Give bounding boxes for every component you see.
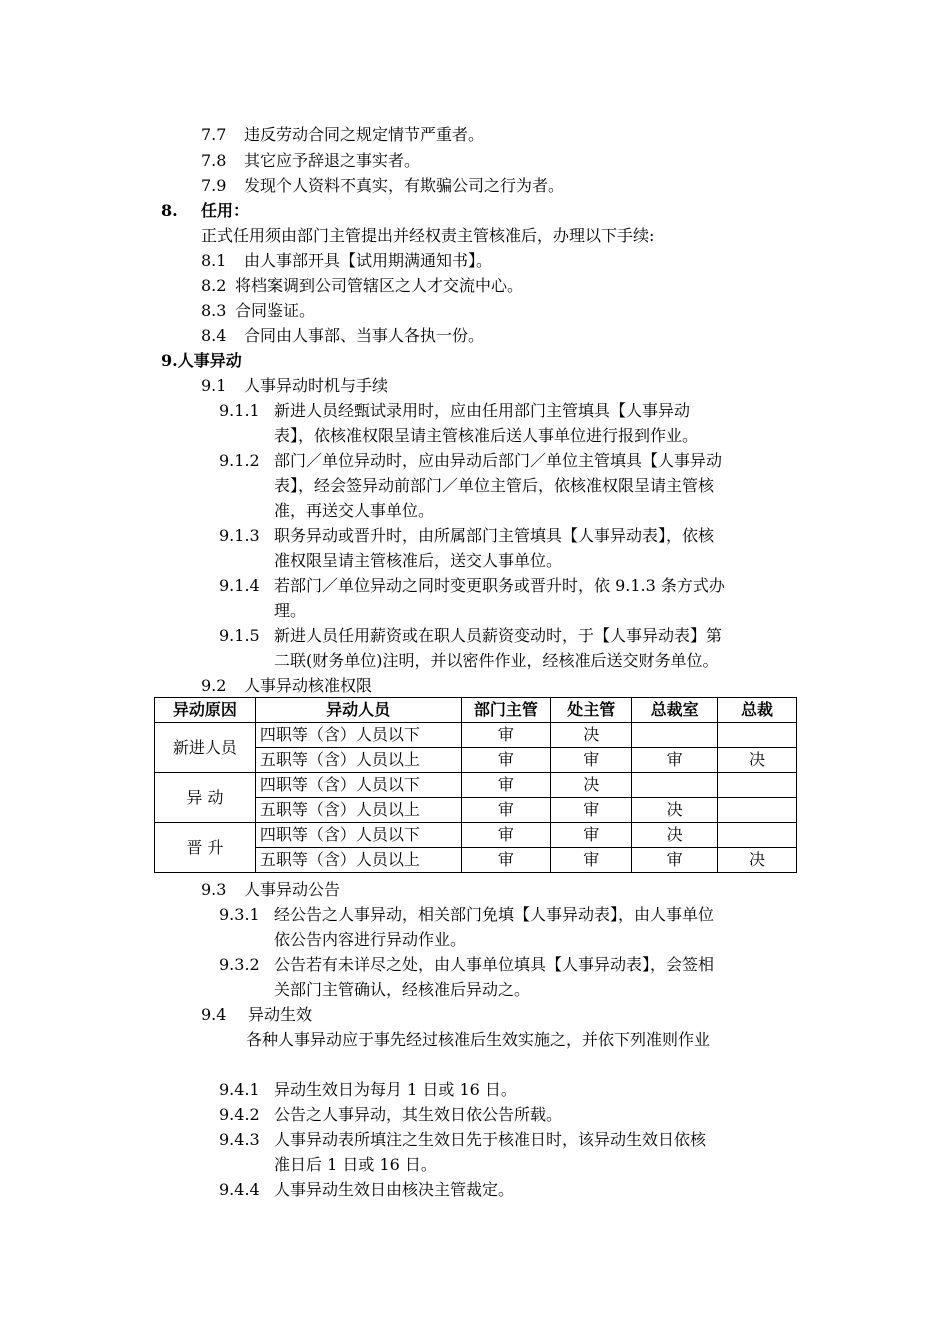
item-number: 9.4.2 (219, 1105, 260, 1124)
item-9-1-4 (219, 574, 725, 598)
table-row (155, 823, 797, 848)
item-number: 9.4.3 (219, 1130, 260, 1149)
item-8-4 (201, 324, 484, 348)
subsection-9-2 (201, 674, 372, 698)
subsection-9-4-intro: 各种人事异动应于事先经过核准后生效实施之，并依下列准则作业 (246, 1030, 711, 1049)
section-8-heading (161, 199, 249, 223)
item-9-1-3-cont: 准权限呈请主管核准后，送交人事单位。 (274, 551, 563, 570)
item-9-3-1-cont: 依公告内容进行异动作业。 (274, 930, 467, 949)
item-number: 9.3.1 (219, 905, 260, 924)
table-cell: 审 (551, 798, 632, 823)
item-7-9 (201, 174, 564, 198)
person-cell: 五职等（含）人员以上 (255, 748, 461, 773)
reason-cell: 晋 升 (155, 823, 256, 873)
item-number: 9.4 (201, 1005, 227, 1024)
item-8-3 (201, 299, 315, 323)
table-cell: 审 (551, 848, 632, 873)
person-cell: 四职等（含）人员以下 (255, 773, 461, 798)
table-row (155, 723, 797, 748)
subsection-9-3 (201, 878, 340, 902)
person-cell: 四职等（含）人员以下 (255, 823, 461, 848)
table-cell: 审 (461, 723, 551, 748)
item-9-4-3-cont: 准日后 1 日或 16 日。 (274, 1155, 437, 1174)
item-text: 由人事部开具【试用期满通知书】。 (244, 251, 493, 270)
item-9-4-4 (219, 1178, 514, 1202)
item-9-1-5-cont: 二联(财务单位)注明，并以密件作业，经核准后送交财务单位。 (274, 651, 719, 670)
item-text: 将档案调到公司管辖区之人才交流中心。 (235, 276, 524, 295)
item-9-1-3 (219, 524, 714, 548)
person-cell: 五职等（含）人员以上 (255, 798, 461, 823)
column-header: 异动原因 (155, 698, 256, 723)
item-9-1-5 (219, 624, 722, 648)
item-text: 公告之人事异动，其生效日依公告所载。 (274, 1105, 563, 1124)
item-9-1-1-cont: 表】，依核准权限呈请主管核准后送人事单位进行报到作业。 (274, 426, 699, 445)
column-header: 处主管 (551, 698, 632, 723)
subsection-9-4 (201, 1003, 312, 1027)
section-9-heading: 9.人事异动 (161, 351, 242, 370)
table-cell (718, 823, 797, 848)
item-text: 违反劳动合同之规定情节严重者。 (244, 125, 485, 144)
table-cell: 审 (461, 773, 551, 798)
table-cell: 决 (551, 723, 632, 748)
item-text: 合同由人事部、当事人各执一份。 (244, 326, 485, 345)
table-cell: 审 (551, 748, 632, 773)
item-number: 9.4.4 (219, 1180, 260, 1199)
table-row (155, 773, 797, 798)
item-9-1-4-cont: 理。 (274, 601, 307, 620)
section-8-intro: 正式任用须由部门主管提出并经权责主管核准后，办理以下手续: (201, 226, 655, 245)
table-cell: 审 (461, 748, 551, 773)
table-cell (718, 798, 797, 823)
item-9-4-2 (219, 1103, 562, 1127)
item-number: 9.1.1 (219, 401, 260, 420)
person-cell: 五职等（含）人员以上 (255, 848, 461, 873)
item-number: 7.8 (201, 151, 227, 170)
item-number: 9.2 (201, 676, 227, 695)
column-header: 异动人员 (255, 698, 461, 723)
table-cell: 审 (461, 823, 551, 848)
item-text: 异动生效 (248, 1005, 313, 1024)
table-cell: 决 (632, 798, 718, 823)
item-8-2 (201, 274, 523, 298)
table-cell (632, 773, 718, 798)
item-text: 人事异动表所填注之生效日先于核准日时，该异动生效日依核 (274, 1130, 707, 1149)
item-number: 9.1.4 (219, 576, 260, 595)
item-number: 9.3 (201, 880, 227, 899)
table-cell: 审 (461, 798, 551, 823)
table-cell (718, 723, 797, 748)
approval-authority-table (154, 697, 797, 873)
table-cell: 审 (632, 848, 718, 873)
column-header: 部门主管 (461, 698, 551, 723)
item-9-1-2-cont: 表】，经会签异动前部门／单位主管后，依核准权限呈请主管核 (274, 476, 715, 495)
item-text: 部门／单位异动时，应由异动后部门／单位主管填具【人事异动 (274, 451, 723, 470)
item-9-3-2-cont: 关部门主管确认，经核准后异动之。 (274, 980, 531, 999)
table-cell (718, 773, 797, 798)
item-9-1-1 (219, 399, 690, 423)
item-number: 9.1.3 (219, 526, 260, 545)
table-cell: 决 (551, 773, 632, 798)
section-number: 8. (161, 201, 178, 220)
item-text: 人事异动时机与手续 (244, 376, 389, 395)
reason-cell: 异 动 (155, 773, 256, 823)
item-number: 7.7 (201, 125, 227, 144)
reason-cell: 新进人员 (155, 723, 256, 773)
table-cell: 决 (718, 848, 797, 873)
item-number: 9.1.2 (219, 451, 260, 470)
item-text: 职务异动或晋升时，由所属部门主管填具【人事异动表】，依核 (274, 526, 715, 545)
item-9-1-2-cont: 准，再送交人事单位。 (274, 501, 435, 520)
item-9-3-2 (219, 953, 714, 977)
table-cell: 审 (551, 823, 632, 848)
item-number: 8.3 (201, 301, 227, 320)
item-text: 公告若有未详尽之处，由人事单位填具【人事异动表】，会签相 (274, 955, 715, 974)
item-number: 9.1 (201, 376, 227, 395)
item-number: 9.1.5 (219, 626, 260, 645)
item-text: 人事异动公告 (244, 880, 341, 899)
item-text: 发现个人资料不真实，有欺骗公司之行为者。 (244, 176, 565, 195)
item-9-3-1 (219, 903, 714, 927)
item-number: 7.9 (201, 176, 227, 195)
item-text: 其它应予辞退之事实者。 (244, 151, 421, 170)
subsection-9-1 (201, 374, 388, 398)
table-cell: 审 (461, 848, 551, 873)
item-text: 合同鉴证。 (235, 301, 316, 320)
item-7-7 (201, 123, 484, 147)
item-9-4-3 (219, 1128, 706, 1152)
item-text: 经公告之人事异动，相关部门免填【人事异动表】，由人事单位 (274, 905, 715, 924)
item-text: 异动生效日为每月 1 日或 16 日。 (274, 1080, 517, 1099)
person-cell: 四职等（含）人员以下 (255, 723, 461, 748)
item-8-1 (201, 249, 492, 273)
item-text: 新进人员任用薪资或在职人员薪资变动时，于【人事异动表】第 (274, 626, 723, 645)
item-7-8 (201, 149, 420, 173)
item-number: 8.2 (201, 276, 227, 295)
table-header-row (155, 698, 797, 723)
item-text: 若部门／单位异动之同时变更职务或晋升时，依 9.1.3 条方式办 (274, 576, 725, 595)
item-number: 9.4.1 (219, 1080, 260, 1099)
item-text: 人事异动核准权限 (244, 676, 373, 695)
item-number: 8.1 (201, 251, 227, 270)
item-number: 8.4 (201, 326, 227, 345)
column-header: 总裁 (718, 698, 797, 723)
table-cell: 审 (632, 748, 718, 773)
item-text: 人事异动生效日由核决主管裁定。 (274, 1180, 515, 1199)
item-9-4-1 (219, 1078, 517, 1102)
item-text: 新进人员经甄试录用时，应由任用部门主管填具【人事异动 (274, 401, 691, 420)
section-title: 任用： (201, 201, 250, 220)
item-9-1-2 (219, 449, 722, 473)
table-cell: 决 (632, 823, 718, 848)
item-number: 9.3.2 (219, 955, 260, 974)
table-cell (632, 723, 718, 748)
table-cell: 决 (718, 748, 797, 773)
column-header: 总裁室 (632, 698, 718, 723)
